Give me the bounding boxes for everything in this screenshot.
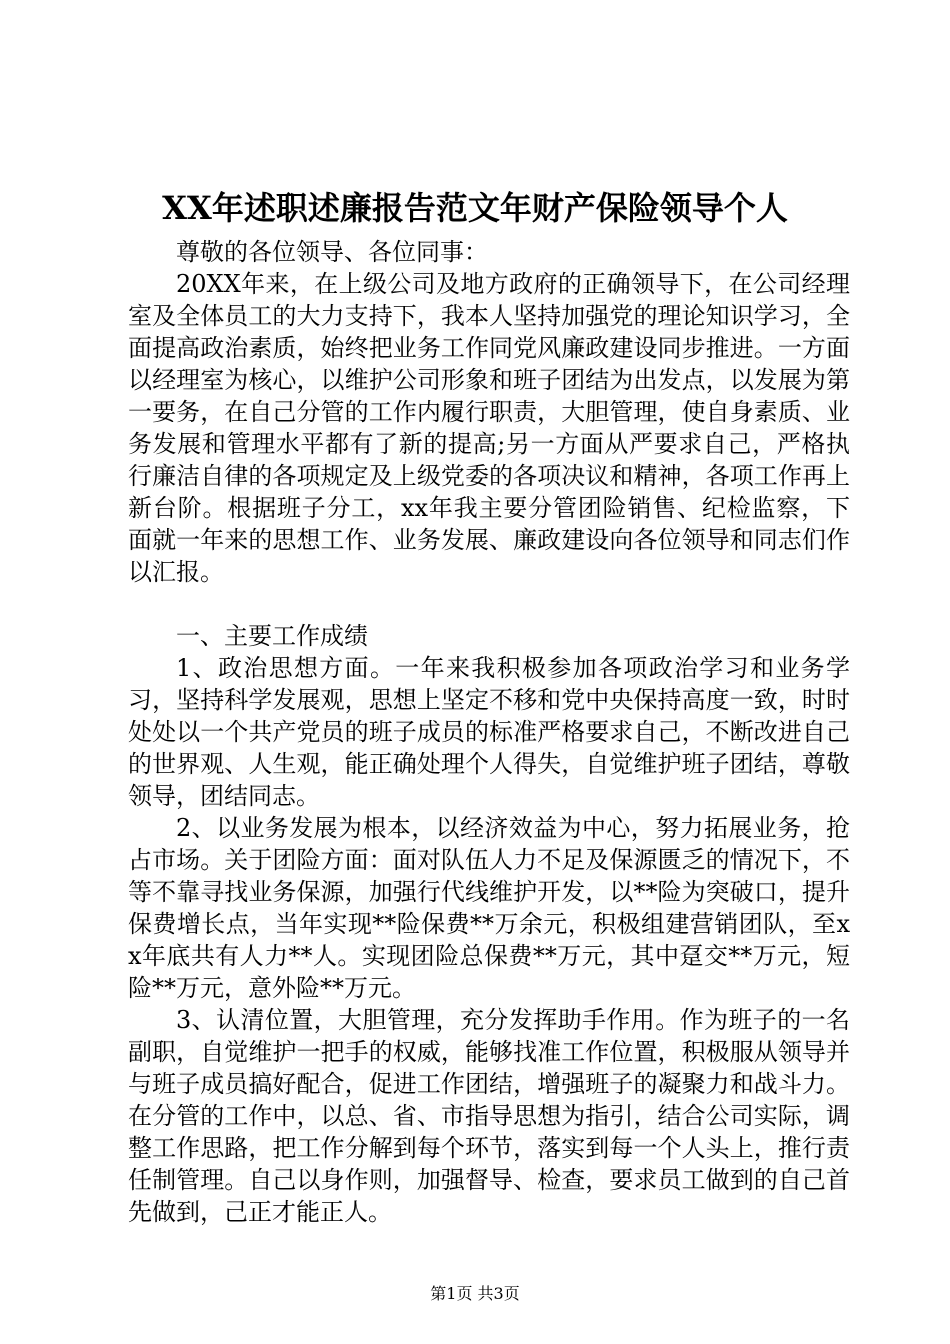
item-business: 2、以业务发展为根本，以经济效益为中心，努力拓展业务，抢占市场。关于团险方面：面对队伍人力不足及保源匮乏的情况下，不等不靠寻找业务保源，加强行代线维护开发，以**险为突破口，提升保费增长点，当年实现**险保费**万余元，积极组建营销团队，至xx年底共有人力**人。实现团险总保费**万元，其中趸交**万元，短险**万元，意外险**万元。	[128, 814, 850, 1002]
item-political: 1、政治思想方面。一年来我积极参加各项政治学习和业务学习，坚持科学发展观，思想上坚定不移和党中央保持高度一致，时时处处以一个共产党员的班子成员的标准严格要求自己，不断改进自己的世界观、人生观，能正确处理个人得失，自觉维护班子团结，尊敬领导，团结同志。	[128, 654, 850, 810]
page-footer: 第1页 共3页	[430, 1284, 520, 1303]
paragraph-spacer	[128, 588, 850, 620]
document-title: XX年述职述廉报告范文年财产保险领导个人	[162, 189, 788, 227]
document-body	[128, 236, 850, 1228]
intro-paragraph: 20XX年来，在上级公司及地方政府的正确领导下，在公司经理室及全体员工的大力支持下，我本人坚持加强党的理论知识学习，全面提高政治素质，始终把业务工作同党风廉政建设同步推进。一方面以经理室为核心，以维护公司形象和班子团结为出发点，以发展为第一要务，在自己分管的工作内履行职责，大胆管理，使自身素质、业务发展和管理水平都有了新的提高;另一方面从严要求自己，严格执行廉洁自律的各项规定及上级党委的各项决议和精神，各项工作再上新台阶。根据班子分工，xx年我主要分管团险销售、纪检监察，下面就一年来的思想工作、业务发展、廉政建设向各位领导和同志们作以汇报。	[128, 270, 850, 586]
section-heading: 一、主要工作成绩	[176, 622, 368, 650]
item-management: 3、认清位置，大胆管理，充分发挥助手作用。作为班子的一名副职，自觉维护一把手的权威，能够找准工作位置，积极服从领导并与班子成员搞好配合，促进工作团结，增强班子的凝聚力和战斗力。在分管的工作中，以总、省、市指导思想为指引，结合公司实际，调整工作思路，把工作分解到每个环节，落实到每一个人头上，推行责任制管理。自己以身作则，加强督导、检查，要求员工做到的自己首先做到，己正才能正人。	[128, 1006, 850, 1226]
salutation: 尊敬的各位领导、各位同事：	[176, 238, 488, 266]
